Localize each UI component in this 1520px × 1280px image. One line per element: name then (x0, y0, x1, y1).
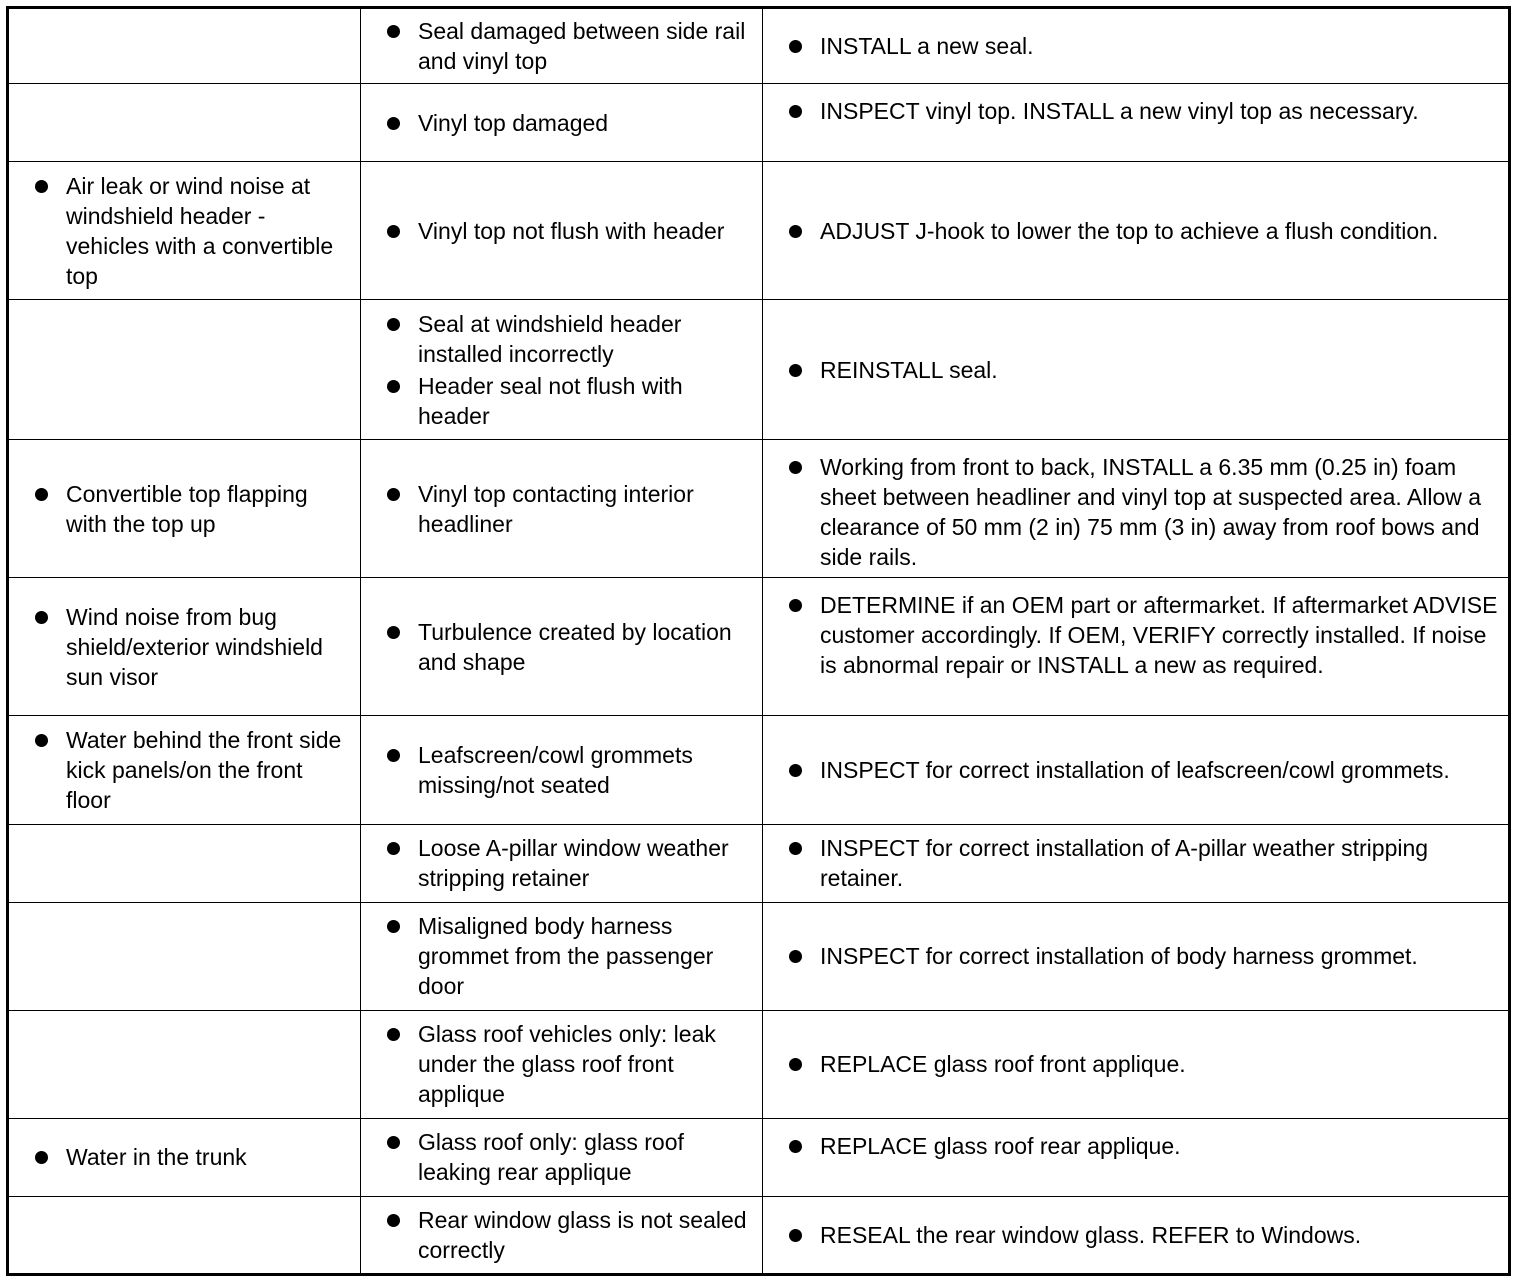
table-row (8, 716, 1510, 824)
bullet-icon (387, 1028, 400, 1041)
bullet-icon (387, 1214, 400, 1227)
bullet-icon (789, 461, 802, 474)
action-cell (763, 8, 1510, 84)
bullet-item (361, 1019, 754, 1109)
cause-text: Vinyl top not flush with header (418, 217, 725, 244)
condition-cell (8, 1196, 361, 1274)
bullet-icon (387, 117, 400, 130)
cause-text: Header seal not flush with header (418, 372, 683, 429)
condition-text: Convertible top flapping with the top up (66, 480, 308, 537)
action-cell (763, 716, 1510, 824)
condition-cell (8, 716, 361, 824)
bullet-item (763, 1131, 1500, 1161)
action-cell (763, 300, 1510, 440)
bullet-item (361, 833, 754, 893)
cause-text: Glass roof vehicles only: leak under the glass roof front applique (418, 1021, 716, 1108)
cause-cell (361, 902, 763, 1010)
bullet-icon (387, 225, 400, 238)
bullet-item (763, 941, 1500, 971)
bullet-item (361, 479, 754, 539)
table-row (8, 1010, 1510, 1118)
table-row (8, 8, 1510, 84)
cause-cell (361, 8, 763, 84)
cause-text: Vinyl top damaged (418, 109, 609, 136)
action-cell (763, 84, 1510, 162)
action-text: Working from front to back, INSTALL a 6.35 mm (0.25 in) foam sheet between headliner and vinyl top at suspected area. Allow a clearance of 50 mm (2 in) 75 mm (3 in) away from roof bows and side rails. (820, 454, 1482, 571)
condition-cell (8, 300, 361, 440)
condition-text: Air leak or wind noise at windshield header - vehicles with a convertible top (66, 172, 334, 289)
cause-text: Rear window glass is not sealed correctly (418, 1206, 747, 1263)
condition-cell (8, 8, 361, 84)
bullet-icon (387, 318, 400, 331)
bullet-item (763, 216, 1500, 246)
action-text: REINSTALL seal. (820, 356, 998, 383)
cause-cell (361, 1010, 763, 1118)
cause-text: Misaligned body harness grommet from the passenger door (418, 913, 714, 1000)
cause-cell (361, 716, 763, 824)
bullet-item (361, 216, 754, 246)
cause-text: Seal at windshield header installed incorrectly (418, 310, 682, 367)
cause-text: Seal damaged between side rail and vinyl top (418, 18, 746, 75)
bullet-item (361, 1127, 754, 1187)
action-text: INSPECT vinyl top. INSTALL a new vinyl top as necessary. (820, 98, 1419, 125)
bullet-item (361, 108, 754, 138)
bullet-item (9, 479, 352, 539)
action-text: ADJUST J-hook to lower the top to achieve a flush condition. (820, 217, 1439, 244)
cause-text: Glass roof only: glass roof leaking rear applique (418, 1129, 684, 1186)
bullet-item (361, 911, 754, 1001)
table-row (8, 824, 1510, 902)
bullet-item (9, 1142, 352, 1172)
cause-text: Vinyl top contacting interior headliner (418, 480, 694, 537)
bullet-icon (387, 380, 400, 393)
cause-text: Turbulence created by location and shape (418, 618, 732, 675)
action-text: INSTALL a new seal. (820, 33, 1034, 60)
bullet-icon (35, 734, 48, 747)
condition-cell (8, 824, 361, 902)
condition-cell (8, 440, 361, 578)
bullet-icon (35, 180, 48, 193)
bullet-item (9, 602, 352, 692)
bullet-item (361, 740, 754, 800)
bullet-icon (35, 1151, 48, 1164)
condition-cell (8, 578, 361, 716)
cause-cell (361, 1118, 763, 1196)
action-text: REPLACE glass roof rear applique. (820, 1132, 1181, 1159)
bullet-icon (35, 488, 48, 501)
table-row (8, 300, 1510, 440)
bullet-item (763, 590, 1500, 680)
cause-text: Loose A-pillar window weather stripping retainer (418, 835, 729, 892)
table-row (8, 1196, 1510, 1274)
table-row (8, 1118, 1510, 1196)
action-cell (763, 824, 1510, 902)
bullet-icon (789, 1140, 802, 1153)
bullet-icon (789, 105, 802, 118)
bullet-item (763, 96, 1500, 126)
bullet-icon (789, 1058, 802, 1071)
bullet-icon (387, 626, 400, 639)
bullet-item (9, 171, 352, 291)
bullet-icon (789, 1229, 802, 1242)
bullet-item (361, 309, 754, 369)
action-cell (763, 440, 1510, 578)
bullet-icon (387, 25, 400, 38)
bullet-icon (789, 40, 802, 53)
bullet-icon (789, 364, 802, 377)
bullet-icon (387, 842, 400, 855)
cause-text: Leafscreen/cowl grommets missing/not seated (418, 742, 693, 799)
action-cell (763, 902, 1510, 1010)
action-text: REPLACE glass roof front applique. (820, 1051, 1186, 1078)
bullet-icon (789, 842, 802, 855)
bullet-icon (387, 1136, 400, 1149)
condition-cell (8, 1010, 361, 1118)
cause-cell (361, 162, 763, 300)
action-text: INSPECT for correct installation of body harness grommet. (820, 943, 1418, 970)
cause-cell (361, 440, 763, 578)
condition-cell (8, 84, 361, 162)
table-row (8, 440, 1510, 578)
condition-cell (8, 162, 361, 300)
bullet-icon (789, 950, 802, 963)
table-row (8, 902, 1510, 1010)
action-text: INSPECT for correct installation of leafscreen/cowl grommets. (820, 757, 1450, 784)
bullet-item (361, 1205, 754, 1265)
condition-text: Water in the trunk (66, 1144, 247, 1171)
bullet-icon (789, 225, 802, 238)
bullet-item (763, 452, 1500, 572)
cause-cell (361, 1196, 763, 1274)
bullet-icon (387, 749, 400, 762)
bullet-item (763, 355, 1500, 385)
cause-cell (361, 300, 763, 440)
bullet-item (361, 16, 754, 76)
table-row (8, 162, 1510, 300)
action-cell (763, 1196, 1510, 1274)
bullet-item (9, 725, 352, 815)
diagnosis-table (6, 6, 1511, 1276)
bullet-icon (387, 920, 400, 933)
cause-cell (361, 824, 763, 902)
bullet-item (763, 755, 1500, 785)
bullet-icon (35, 611, 48, 624)
cause-cell (361, 84, 763, 162)
bullet-item (361, 617, 754, 677)
cause-cell (361, 578, 763, 716)
action-text: RESEAL the rear window glass. REFER to Windows. (820, 1221, 1362, 1248)
bullet-item (763, 1220, 1500, 1250)
condition-cell (8, 1118, 361, 1196)
bullet-icon (789, 764, 802, 777)
action-cell (763, 162, 1510, 300)
bullet-item (763, 833, 1500, 893)
action-cell (763, 1118, 1510, 1196)
bullet-item (763, 1049, 1500, 1079)
table-row (8, 578, 1510, 716)
bullet-icon (387, 488, 400, 501)
condition-text: Water behind the front side kick panels/on the front floor (66, 727, 342, 814)
table-row (8, 84, 1510, 162)
condition-text: Wind noise from bug shield/exterior windshield sun visor (66, 603, 323, 690)
action-text: INSPECT for correct installation of A-pillar weather stripping retainer. (820, 835, 1429, 892)
condition-cell (8, 902, 361, 1010)
action-text: DETERMINE if an OEM part or aftermarket. If aftermarket ADVISE customer accordingly. If OEM, VERIFY correctly installed. If noise is abnormal repair or INSTALL a new as required. (820, 592, 1498, 679)
bullet-item (763, 31, 1500, 61)
bullet-icon (789, 599, 802, 612)
action-cell (763, 578, 1510, 716)
action-cell (763, 1010, 1510, 1118)
bullet-item (361, 371, 754, 431)
